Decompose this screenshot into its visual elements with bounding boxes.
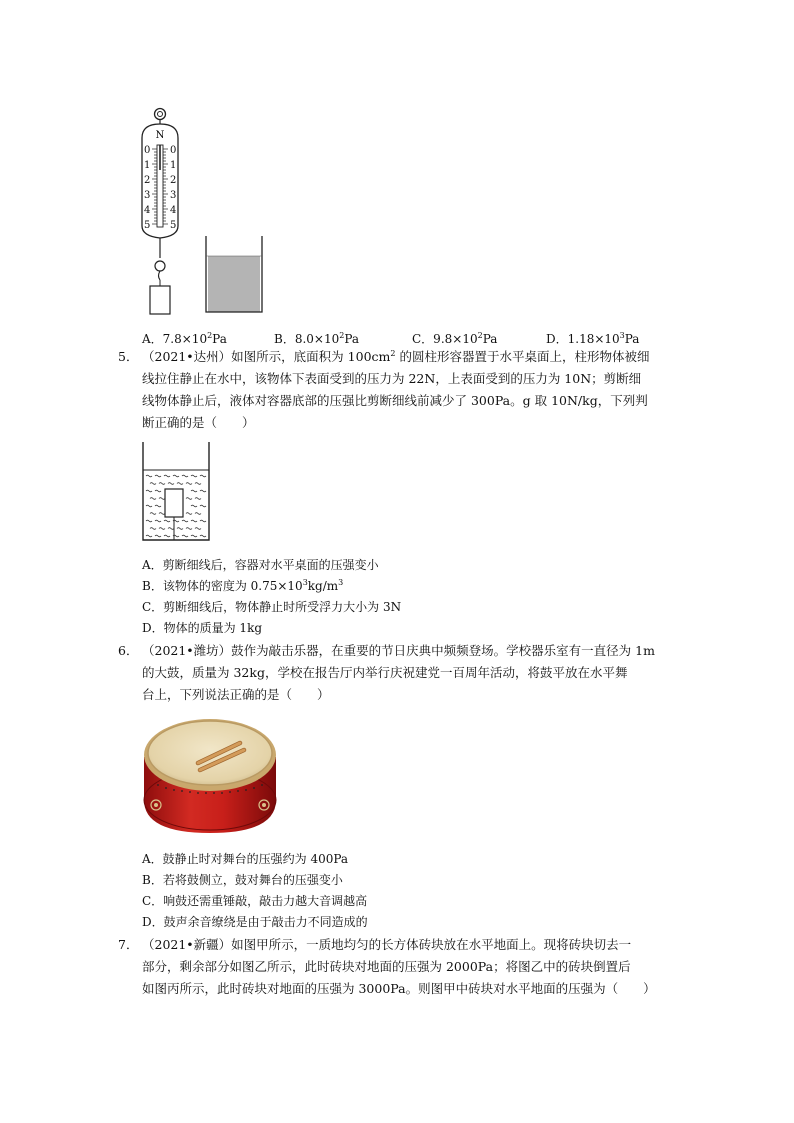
- q5-option-d[interactable]: D．物体的质量为 1kg: [142, 621, 263, 635]
- tick-left-2: 2: [144, 175, 151, 186]
- q5-option-a[interactable]: A．剪断细线后，容器对水平桌面的压强变小: [142, 558, 379, 572]
- question-number-5: 5．: [118, 349, 139, 364]
- tick-right-3: 3: [170, 190, 177, 201]
- question-5-stem: （2021•达州）如图所示，底面积为 $100cm^2$ 的圆柱形容器置于水平桌面上，柱形物体被细 线拉住静止在水中，该物体下表面受到的压力为 22N，上表面受到的压力为 10N；剪断细 线物体静止后，液体对容器底部的压强比剪断细线前减少了 300Pa。g 取 10N/kg，下列判 断正确的是（ ）: [142, 348, 650, 430]
- q4-option-b[interactable]: B．$8.0\times 10^2Pa$: [274, 331, 360, 346]
- question-number-6: 6．: [118, 643, 139, 658]
- question-6-stem: （2021•潍坊）鼓作为敲击乐器，在重要的节日庆典中频频登场。学校器乐室有一直径为 1m 的大鼓，质量为 32kg，学校在报告厅内举行庆祝建党一百周年活动，将鼓平放在水平舞 台上，下列说法正确的是（ ）: [142, 643, 655, 702]
- question-7-stem: （2021•新疆）如图甲所示，一质地均匀的长方体砖块放在水平地面上。现将砖块切去一 部分，剩余部分如图乙所示，此时砖块对地面的压强为 2000Pa；将图乙中的砖块倒置后 如图丙所示，此时砖块对地面的压强为 3000Pa。则图甲中砖块对水平地面的压强为（ ）: [142, 937, 656, 996]
- tick-right-1: 1: [170, 160, 177, 171]
- q5-option-b[interactable]: B．该物体的密度为 $0.75\times 10^3kg/m^3$: [142, 578, 344, 593]
- q6-option-a[interactable]: A．鼓静止时对舞台的压强约为 400Pa: [142, 852, 349, 866]
- tick-left-3: 3: [144, 190, 151, 201]
- drum-image: [140, 705, 280, 840]
- tick-right-0: 0: [170, 145, 177, 156]
- q6-option-c[interactable]: C．响鼓还需重锤敲，敲击力越大音调越高: [142, 894, 368, 908]
- tick-left-4: 4: [144, 205, 151, 216]
- q4-option-a[interactable]: A．$7.8\times 10^2Pa$: [142, 331, 227, 346]
- tick-right-4: 4: [170, 205, 177, 216]
- hanging-block: [150, 286, 170, 314]
- container-figure: [140, 440, 212, 542]
- q6-option-b[interactable]: B．若将鼓侧立，鼓对舞台的压强变小: [142, 873, 343, 887]
- scale-unit-label: N: [155, 130, 165, 141]
- q4-option-c[interactable]: C．$9.8\times 10^2Pa$: [412, 331, 498, 346]
- beaker: [206, 236, 262, 312]
- tick-right-2: 2: [170, 175, 177, 186]
- tick-right-5: 5: [170, 220, 177, 231]
- spring-scale-figure: [130, 100, 270, 320]
- question-number-7: 7．: [118, 937, 139, 952]
- q5-option-c[interactable]: C．剪断细线后，物体静止时所受浮力大小为 3N: [142, 600, 402, 614]
- submerged-object: [165, 489, 183, 517]
- tick-left-0: 0: [144, 145, 151, 156]
- q6-option-d[interactable]: D．鼓声余音缭绕是由于敲击力不同造成的: [142, 915, 368, 929]
- tick-left-1: 1: [144, 160, 151, 171]
- q4-option-d[interactable]: D．$1.18\times 10^3Pa$: [546, 331, 640, 346]
- tick-left-5: 5: [144, 220, 151, 231]
